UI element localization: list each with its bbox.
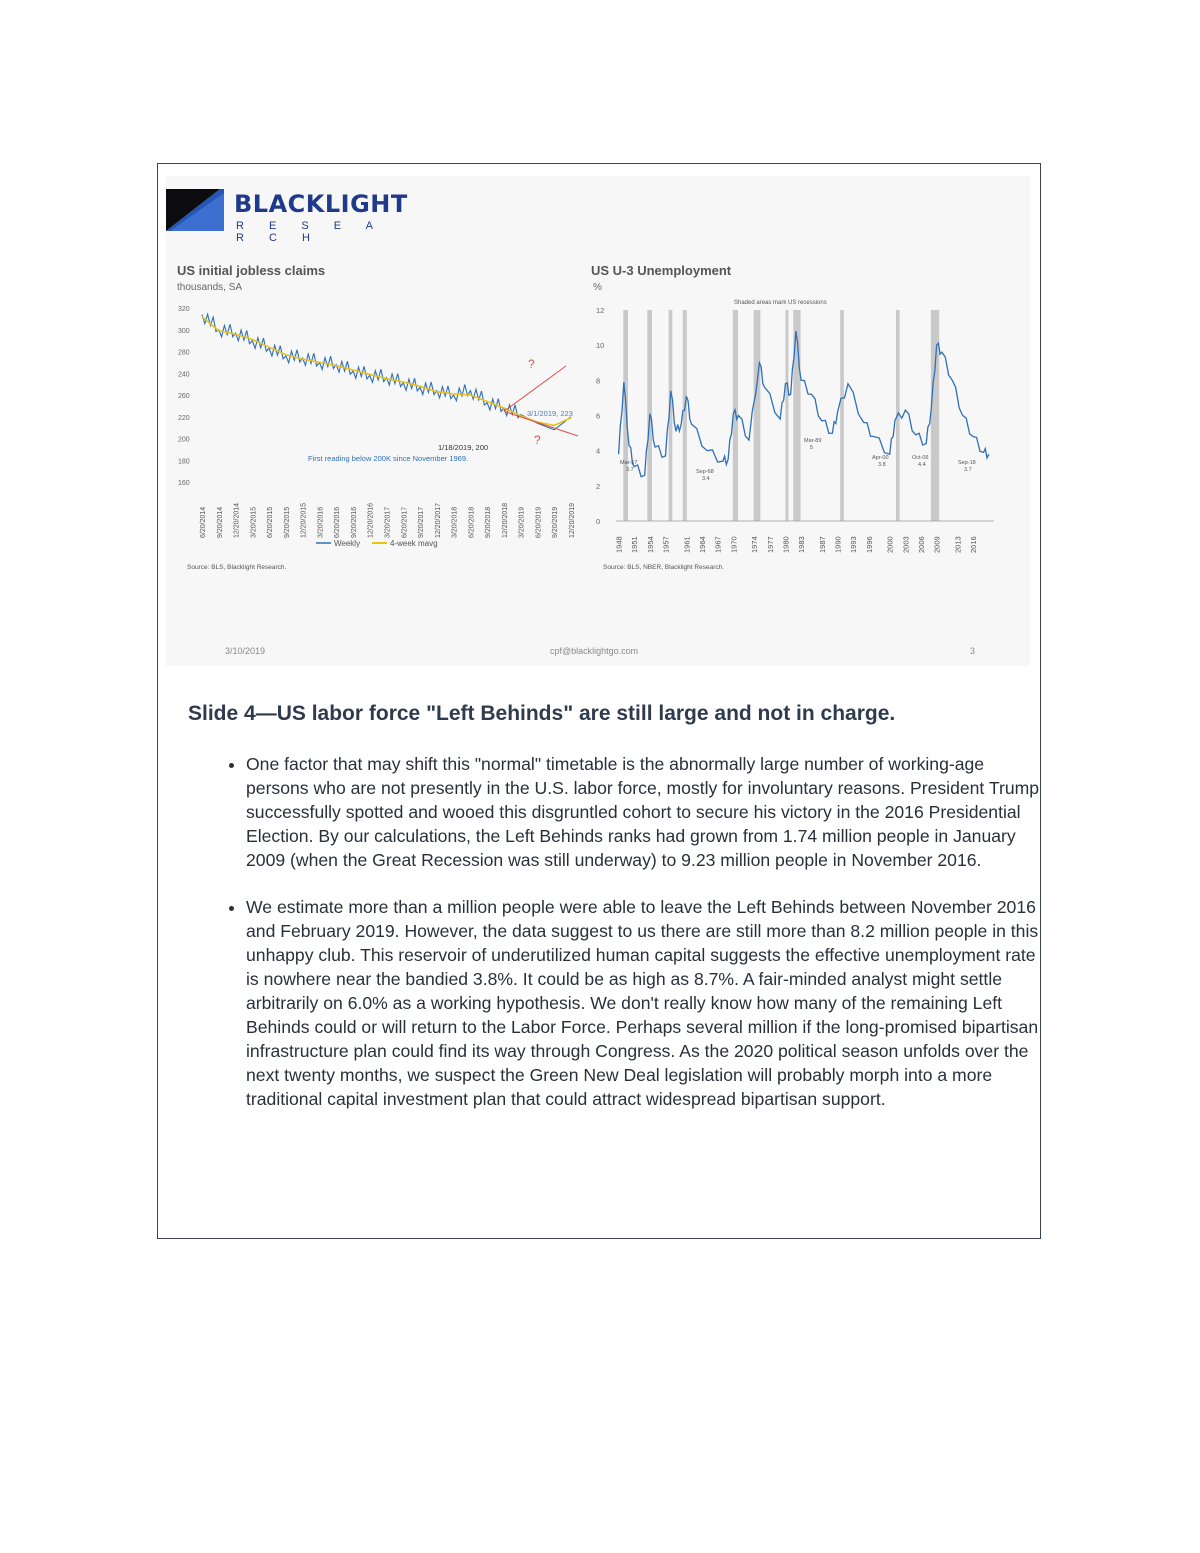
right-chart-title: US U-3 Unemployment <box>591 263 732 278</box>
recession-note: Shaded areas mark US recessions <box>734 300 827 306</box>
x-tick-label: 3/20/2015 <box>250 506 258 538</box>
x-tick-label: 1961 <box>682 536 692 553</box>
x-tick-label: 2016 <box>969 536 979 553</box>
x-tick-label: 2006 <box>917 536 927 553</box>
y-tick-label: 240 <box>178 371 190 379</box>
annotation-value: 5 <box>810 445 814 451</box>
y-tick-label: 10 <box>596 341 605 351</box>
footer-date: 3/10/2019 <box>225 646 266 656</box>
left-chart-subtitle: thousands, SA <box>177 282 243 293</box>
x-tick-label: 6/20/2018 <box>468 506 476 538</box>
x-tick-label: 2003 <box>901 536 911 553</box>
x-tick-label: 1948 <box>614 536 624 553</box>
y-tick-label: 0 <box>596 517 601 526</box>
y-tick-label: 160 <box>178 480 190 487</box>
x-tick-label: 9/20/2017 <box>418 506 426 538</box>
blacklight-logo <box>166 184 408 244</box>
right-chart-unit: % <box>593 282 602 293</box>
x-tick-label: 6/20/2019 <box>535 506 543 538</box>
question-mark-upper: ? <box>528 357 535 371</box>
logo-wordmark: BLACKLIGHT <box>234 190 408 218</box>
series-weekly-line <box>202 314 571 430</box>
x-tick-label: 12/20/2019 <box>569 502 576 538</box>
x-tick-label: 6/20/2015 <box>267 506 275 538</box>
x-tick-label: 1964 <box>698 536 708 553</box>
annotation-low-reading: 1/18/2019, 200 <box>438 443 489 452</box>
recession-band <box>623 310 628 521</box>
y-tick-label: 12 <box>596 306 605 315</box>
projection-up-arrow <box>504 366 566 411</box>
x-tick-label: 2013 <box>953 536 963 553</box>
x-tick-label: 3/20/2016 <box>317 506 325 538</box>
annotation-label: Mar-57 <box>620 460 638 466</box>
y-tick-label: 8 <box>596 376 601 386</box>
legend-weekly-label: Weekly <box>334 539 361 548</box>
recession-band <box>785 310 788 521</box>
slide-image <box>166 176 1030 666</box>
annotation-label: Apr-00 <box>872 455 889 461</box>
x-tick-label: 9/20/2015 <box>283 506 291 538</box>
x-tick-label: 1977 <box>765 536 775 553</box>
section-heading: Slide 4—US labor force "Left Behinds" are still large and not in charge. <box>188 702 896 725</box>
y-tick-label: 280 <box>178 349 190 357</box>
x-tick-label: 3/20/2018 <box>451 506 459 538</box>
x-tick-label: 9/20/2014 <box>216 506 224 538</box>
x-tick-label: 1970 <box>729 536 739 553</box>
x-tick-label: 1951 <box>630 536 640 553</box>
x-tick-label: 6/20/2014 <box>200 506 207 538</box>
x-tick-label: 12/20/2016 <box>367 502 375 538</box>
x-tick-label: 12/20/2014 <box>233 502 241 538</box>
footer-page: 3 <box>970 646 976 656</box>
x-tick-label: 12/20/2017 <box>434 502 442 538</box>
annotation-value: 3.7 <box>964 467 972 473</box>
left-chart-source: Source: BLS, Blacklight Research. <box>187 564 287 571</box>
x-tick-label: 9/20/2018 <box>485 506 493 538</box>
annotation-value: 3.8 <box>878 462 886 468</box>
bullet-item: • We estimate more than a million people were able to leave the Left Behinds between November 2016 and February 2019. However, the data suggest to us there are still more than 8.2 million people in this unhappy club. This reservoir of underutilized human capital suggests the effective unemployment rate is nowhere near the bandied 3.8%. It could be as high as 8.7%. A fair-minded analyst might settle arbitrarily on 6.0% as a working hypothesis. We don't really know how many of the remaining Left Behinds could or will return to the Labor Force. Perhaps several million if the long-promised bipartisan infrastructure plan could find its way through Congress. As the 2020 political season unfolds over the next twenty months, we suspect the Green New Deal legislation will probably morph into a more traditional capital investment plan that could attract widespread bipartisan support. <box>246 895 1046 1111</box>
y-tick-label: 260 <box>178 393 190 400</box>
x-tick-label: 1987 <box>817 536 827 553</box>
right-chart-source: Source: BLS, NBER, Blacklight Research. <box>603 564 725 571</box>
recession-band <box>840 310 844 521</box>
y-tick-label: 180 <box>178 458 190 466</box>
x-tick-label: 2009 <box>932 536 942 553</box>
jobless-claims-chart <box>166 296 586 576</box>
x-tick-label: 6/20/2016 <box>334 506 342 538</box>
x-tick-label: 1993 <box>849 536 859 553</box>
y-tick-label: 200 <box>178 436 190 444</box>
footer-email: cpf@blacklightgo.com <box>550 646 639 656</box>
logo-subtitle: R E S E A R C H <box>236 220 384 244</box>
x-tick-label: 1980 <box>781 536 791 553</box>
bullet-item: • One factor that may shift this "normal" timetable is the abnormally large number of working-age persons who are not presently in the U.S. labor force, mostly for involuntary reasons. President Trump successfully spotted and wooed this disgruntled cohort to secure his victory in the 2016 Presidential Election. By our calculations, the Left Behinds ranks had grown from 1.74 million people in January 2009 (when the Great Recession was still underway) to 9.23 million people in November 2016. <box>246 752 1046 872</box>
annotation-label: Oct-06 <box>912 455 929 461</box>
x-tick-label: 1957 <box>661 536 671 553</box>
question-mark-lower: ? <box>534 433 541 447</box>
x-tick-label: 9/20/2016 <box>350 506 358 538</box>
x-tick-label: 1990 <box>833 536 843 553</box>
y-tick-label: 2 <box>596 481 601 491</box>
annotation-label: Sep-18 <box>958 460 976 466</box>
logo-mark-icon <box>166 189 224 231</box>
x-tick-label: 12/20/2018 <box>501 502 509 538</box>
x-tick-label: 6/20/2017 <box>401 506 409 538</box>
x-tick-label: 9/20/2019 <box>552 506 560 538</box>
annotation-label: Mar-89 <box>804 438 822 444</box>
x-tick-label: 1954 <box>645 536 655 553</box>
x-tick-label: 1974 <box>750 536 760 553</box>
y-tick-label: 4 <box>596 446 601 456</box>
annotation-last-reading: 3/1/2019, 223 <box>527 409 573 418</box>
x-tick-label: 1967 <box>713 536 723 553</box>
y-tick-label: 300 <box>178 327 190 335</box>
unemployment-chart <box>586 296 1026 576</box>
x-tick-label: 1996 <box>864 536 874 553</box>
x-tick-label: 3/20/2019 <box>518 506 526 538</box>
x-tick-label: 3/20/2017 <box>384 506 392 538</box>
x-tick-label: 1983 <box>797 536 807 553</box>
annotation-label: Sep-68 <box>696 469 714 475</box>
y-tick-label: 320 <box>178 306 190 313</box>
legend-mavg-label: 4-week mavg <box>390 539 438 548</box>
recession-band <box>931 310 939 521</box>
x-tick-label: 12/20/2015 <box>300 502 308 538</box>
x-tick-label: 2000 <box>885 536 895 553</box>
y-tick-label: 6 <box>596 411 601 421</box>
recession-band <box>754 310 761 521</box>
annotation-first-reading: First reading below 200K since November 1969. <box>308 454 469 463</box>
y-tick-label: 220 <box>178 414 190 422</box>
recession-band <box>683 310 687 521</box>
bullet-list <box>218 752 1046 1134</box>
annotation-value: 3.7 <box>626 467 634 473</box>
left-chart-title: US initial jobless claims <box>177 263 326 278</box>
annotation-value: 4.4 <box>918 462 926 468</box>
annotation-value: 3.4 <box>702 476 710 482</box>
